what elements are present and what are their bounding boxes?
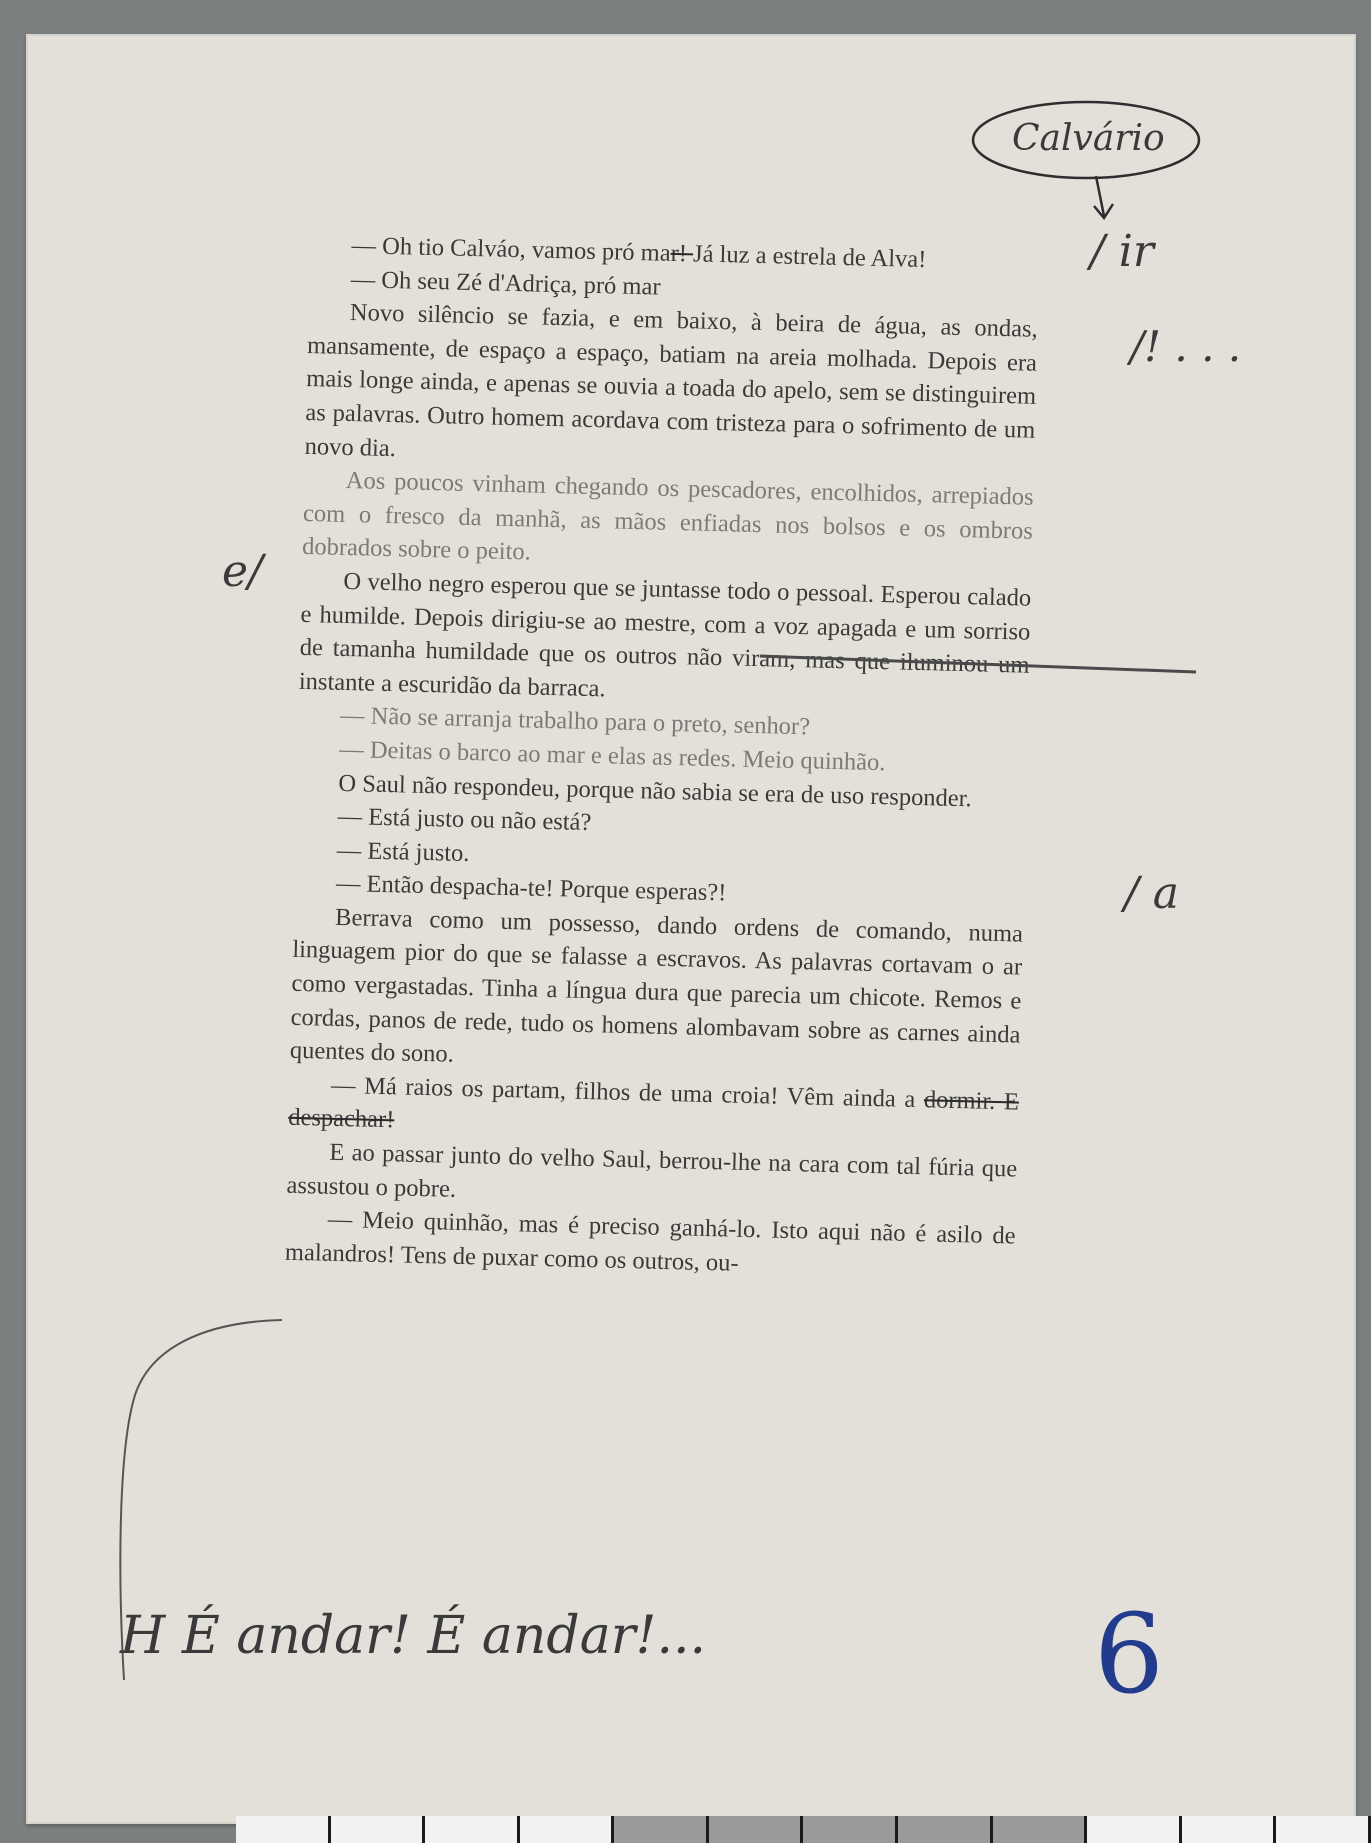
callout-arrow — [1094, 176, 1113, 218]
paragraph-text: O Saul não respondeu, porque não sabia se era de uso responder. — [338, 769, 973, 812]
paragraph-text: Aos poucos vinham chegando os pescadores, encolhidos, arrepiados com o fresco da manhã, as mãos enfiadas nos bolsos e os ombros dobrados sobre o peito. — [301, 467, 1034, 566]
margin-note-ir: / ir — [1090, 226, 1154, 277]
struck-text: r! — [670, 239, 694, 268]
paragraph-text: o, vamos pró ma — [507, 235, 671, 267]
paragraph-text: — Deitas o barco ao mar e — [338, 735, 609, 770]
paragraph-text: — Está justo ou não está? — [337, 802, 592, 837]
paragraph-text: E ao passar junto do velho Saul, berrou-lhe na cara com tal fúria que assustou o pobre. — [286, 1138, 1018, 1203]
paragraph-text: elas as redes. Meio quinhão. — [607, 742, 886, 777]
color-calibration-ruler — [236, 1816, 1371, 1843]
margin-note-a: / a — [1124, 868, 1180, 919]
paragraph-text: Berrava como um possesso, dando ordens de comando, numa linguagem pior do que se falasse a escravos. As palavras cortavam o ar como vergastadas. Tinha a língua dura que parecia um chicote. Remos e cordas, panos de rede, tudo os homens alombavam sobre as carnes ainda quentes do sono. — [289, 903, 1024, 1069]
paragraph-text: — Oh seu Zé d'Adriça, pró mar — [350, 265, 661, 301]
page-number: 6 — [1094, 1590, 1164, 1718]
struck-text: dormir. E despachar! — [287, 1086, 1020, 1134]
paragraph-text: — Meio quinhão, mas é preciso ganhá-lo. Isto aqui não é asilo de malandros! Tens de puxar como os outros, ou- — [284, 1205, 1016, 1277]
paragraph-text: — Está justo. — [336, 836, 470, 867]
handwritten-insertion: H É andar! É andar!... — [120, 1606, 707, 1666]
paragraph-text: — Então despacha-te! Porque esperas?! — [335, 870, 727, 907]
paragraph-text: — Má raios os partam, filhos de uma croia! Vêm ainda a — [330, 1071, 925, 1114]
paragraph-text: — Não se arranja trabalho para o preto, senhor? — [339, 702, 811, 741]
underline-stroke — [760, 656, 1196, 672]
margin-note-exclamation: /! . . . — [1130, 322, 1242, 371]
margin-note-e: e/ — [222, 546, 263, 597]
paragraph-text: O velho negro esperou que se juntasse todo o pessoal. Esperou calado e humilde. Depois dirigiu-se ao mestre, com a voz apagada e um sorriso de tamanha humildade que os outros não viram, mas que iluminou um instante a escuridão da barraca. — [298, 567, 1032, 703]
paragraph-text: — Oh tio Calvá — [351, 232, 508, 263]
circled-name-calvario: Calvário — [1012, 118, 1165, 159]
paragraph-text: Novo silêncio se fazia, e em baixo, à beira de água, as ondas, mansamente, de espaço a espaço, batiam na areia molhada. Depois era mais longe ainda, e apenas se ouvia a toada do apelo, sem se distinguirem as palavras. Outro homem acordava com tristeza para o sofrimento de um novo dia. — [304, 299, 1039, 462]
paragraph-text: Já luz a estrela de Alva! — [692, 240, 927, 274]
